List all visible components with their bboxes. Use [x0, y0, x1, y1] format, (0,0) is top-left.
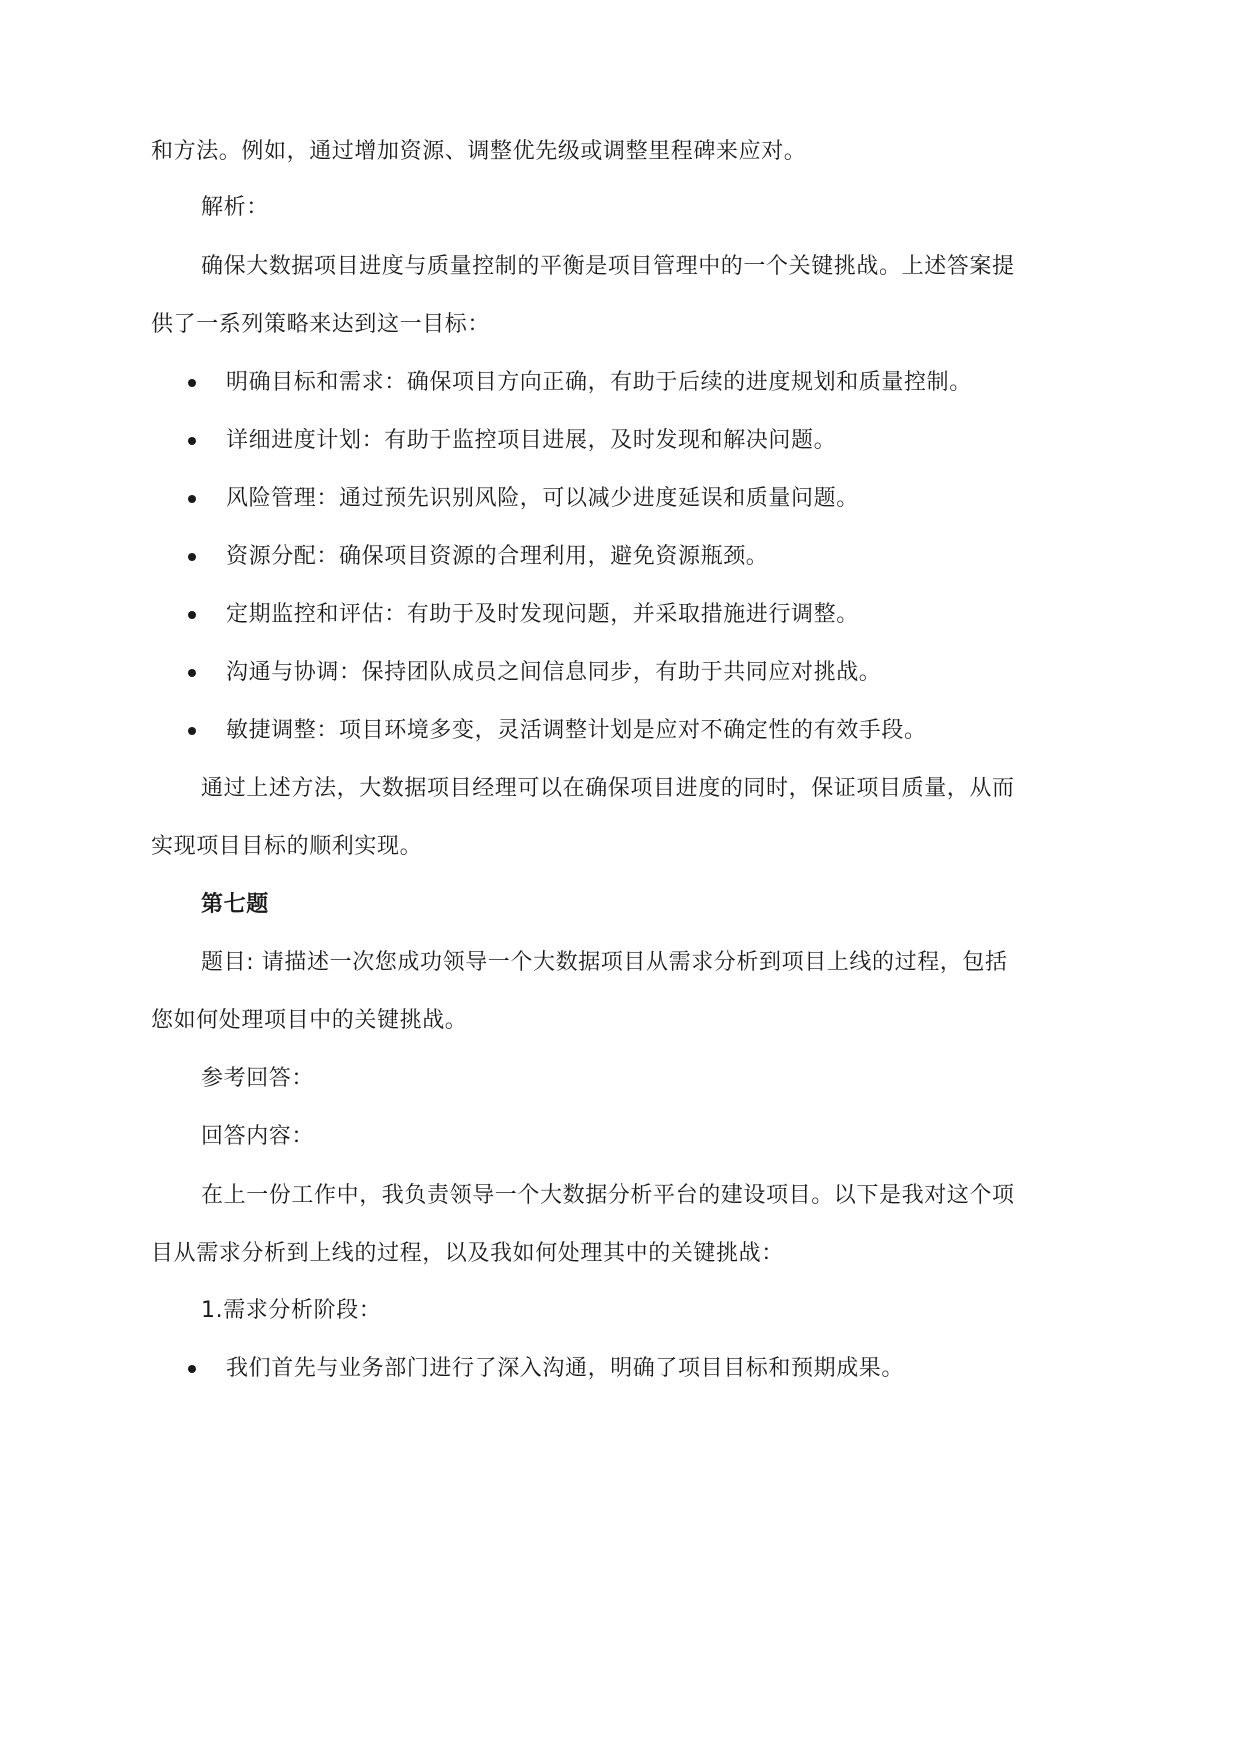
analysis-paragraph-line-1: 确保大数据项目进度与质量控制的平衡是项目管理中的一个关键挑战。上述答案提 [201, 254, 1015, 279]
summary-paragraph-line-2: 实现项目目标的顺利实现。 [151, 834, 423, 859]
analysis-paragraph-line-2: 供了一系列策略来达到这一目标： [151, 312, 491, 337]
list-item: 资源分配：确保项目资源的合理利用，避免资源瓶颈。 [226, 544, 769, 569]
list-item: 明确目标和需求：确保项目方向正确，有助于后续的进度规划和质量控制。 [226, 370, 972, 395]
list-item: 我们首先与业务部门进行了深入沟通，明确了项目目标和预期成果。 [226, 1356, 905, 1381]
bullet-dot [188, 611, 196, 619]
bullet-dot [188, 379, 196, 387]
answer-content-label: 回答内容： [201, 1124, 315, 1149]
bullet-dot [188, 727, 196, 735]
bullet-dot [188, 553, 196, 561]
list-item: 详细进度计划：有助于监控项目进展，及时发现和解决问题。 [226, 428, 837, 453]
section-heading: 第七题 [201, 892, 269, 917]
phase-heading: 1.需求分析阶段： [201, 1298, 382, 1323]
reference-answer-label: 参考回答： [201, 1066, 315, 1091]
bullet-dot [188, 495, 196, 503]
question-line-2: 您如何处理项目中的关键挑战。 [151, 1008, 468, 1033]
answer-paragraph-line-2: 目从需求分析到上线的过程，以及我如何处理其中的关键挑战： [151, 1241, 784, 1266]
paragraph-continuation: 和方法。例如，通过增加资源、调整优先级或调整里程碑来应对。 [151, 139, 807, 164]
answer-paragraph-line-1: 在上一份工作中，我负责领导一个大数据分析平台的建设项目。以下是我对这个项 [201, 1183, 1015, 1208]
list-item: 敏捷调整：项目环境多变，灵活调整计划是应对不确定性的有效手段。 [226, 718, 927, 743]
bullet-dot [188, 437, 196, 445]
question-line-1: 题目: 请描述一次您成功领导一个大数据项目从需求分析到项目上线的过程，包括 [201, 950, 1008, 975]
bullet-dot [188, 669, 196, 677]
analysis-label: 解析： [201, 195, 269, 220]
bullet-dot [188, 1365, 196, 1373]
list-item: 沟通与协调：保持团队成员之间信息同步，有助于共同应对挑战。 [226, 660, 882, 685]
list-item: 风险管理：通过预先识别风险，可以减少进度延误和质量问题。 [226, 486, 859, 511]
summary-paragraph-line-1: 通过上述方法，大数据项目经理可以在确保项目进度的同时，保证项目质量，从而 [201, 776, 1015, 801]
list-item: 定期监控和评估：有助于及时发现问题，并采取措施进行调整。 [226, 602, 859, 627]
